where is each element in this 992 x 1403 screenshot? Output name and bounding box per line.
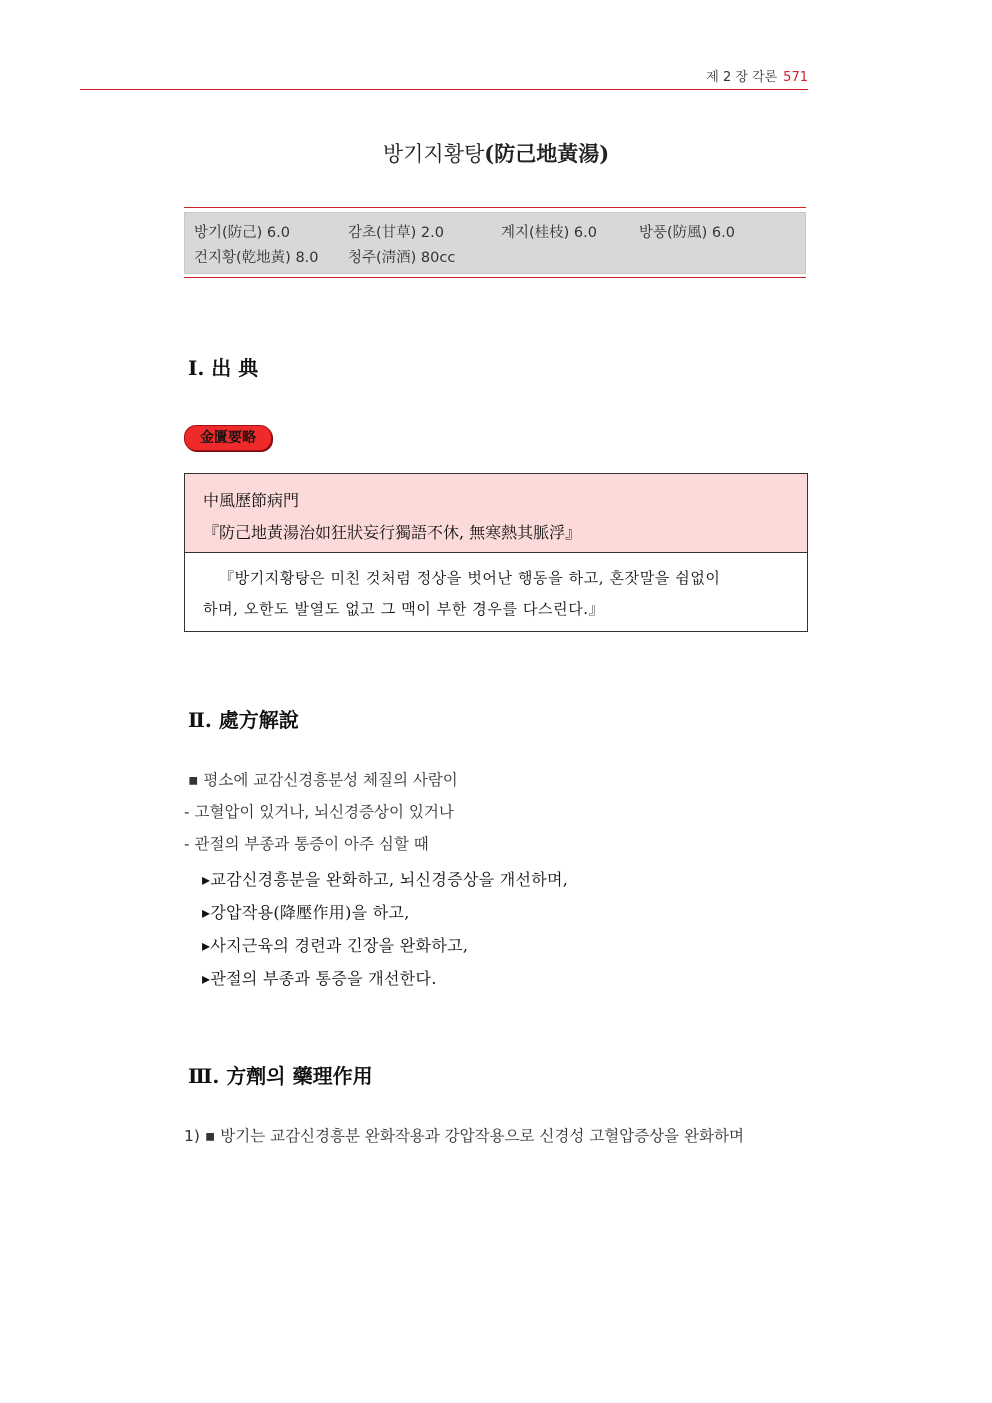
source-translation-line: 하며, 오한도 발열도 없고 그 맥이 부한 경우를 다스린다.』 <box>203 600 605 618</box>
page-title <box>184 138 808 168</box>
running-head <box>600 66 808 85</box>
section-heading-pharmacology: Ⅲ. 方劑의 藥理作用 <box>188 1064 373 1088</box>
explanation-line: ▪ 평소에 교감신경흥분성 체질의 사람이 <box>188 771 458 789</box>
source-chapter: 中風歷節病門 <box>203 491 300 510</box>
pharmacology-item: 1) ▪ 방기는 교감신경흥분 완화작용과 강압작용으로 신경성 고혈압증상을 완화하며 <box>184 1127 744 1145</box>
action-line: ▸관절의 부종과 통증을 개선한다. <box>202 969 437 988</box>
title-korean: 방기지황탕 <box>382 142 485 166</box>
section-heading-source: Ⅰ. 出 典 <box>188 356 259 380</box>
action-line: ▸사지근육의 경련과 긴장을 완화하고, <box>202 936 469 955</box>
source-quote: 『防己地黃湯治如狂狀妄行獨語不休, 無寒熱其脈浮』 <box>203 523 582 542</box>
section-heading-explanation: Ⅱ. 處方解說 <box>188 708 299 732</box>
title-hanja: (防己地黃湯) <box>484 141 610 166</box>
source-quote-box <box>184 473 808 632</box>
ingredient-item: 청주(淸酒) 80cc <box>348 250 456 266</box>
ingredient-top-rule <box>184 207 806 208</box>
action-line: ▸교감신경흥분을 완화하고, 뇌신경증상을 개선하며, <box>202 870 569 889</box>
explanation-line: - 관절의 부종과 통증이 아주 심할 때 <box>184 835 429 853</box>
ingredient-item: 감초(甘草) 2.0 <box>348 225 444 241</box>
ingredient-item: 계지(桂枝) 6.0 <box>501 225 597 241</box>
ingredient-item: 방기(防己) 6.0 <box>194 225 290 241</box>
source-badge: 金匱要略 <box>184 425 272 451</box>
ingredient-bottom-rule <box>184 277 806 278</box>
explanation-line: - 고혈압이 있거나, 뇌신경증상이 있거나 <box>184 803 454 821</box>
action-line: ▸강압작용(降壓作用)을 하고, <box>202 903 410 922</box>
header-rule <box>80 89 808 90</box>
source-translation-line: 『방기지황탕은 미친 것처럼 정상을 벗어난 행동을 하고, 혼잣말을 쉼없이 <box>219 569 721 587</box>
ingredient-item: 방풍(防風) 6.0 <box>639 225 735 241</box>
source-quote-header <box>185 474 807 553</box>
ingredient-item: 건지황(乾地黃) 8.0 <box>194 250 319 266</box>
chapter-label: 제 2 장 각론 <box>706 70 778 85</box>
page-number: 571 <box>783 70 808 85</box>
